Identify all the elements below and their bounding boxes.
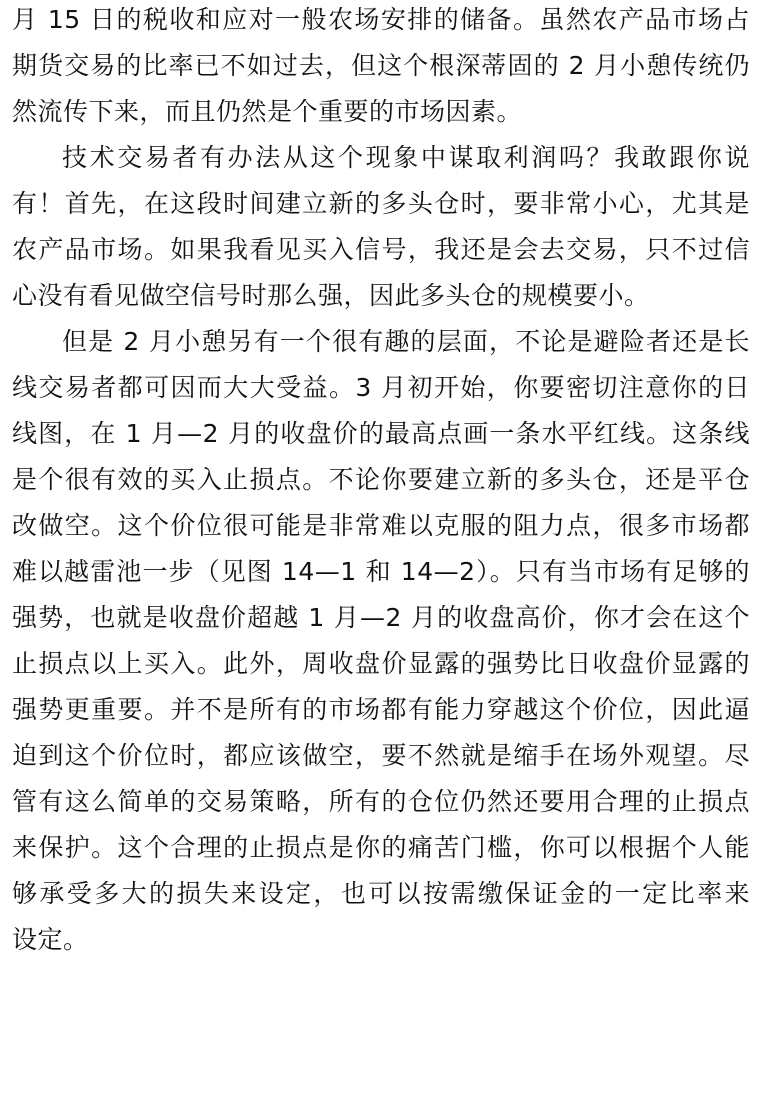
text-line: 够承受多大的损失来设定，也可以按需缴保证金的一定比率来 (12, 879, 750, 908)
text-line: 线图，在 1 月—2 月的收盘价的最高点画一条水平红线。这条线 (12, 419, 750, 448)
text-line: 管有这么简单的交易策略，所有的仓位仍然还要用合理的止损点 (12, 787, 750, 816)
text-line: 技术交易者有办法从这个现象中谋取利润吗？我敢跟你说 (62, 143, 750, 172)
text-line: 强势更重要。并不是所有的市场都有能力穿越这个价位，因此逼 (12, 695, 750, 724)
text-line: 月 15 日的税收和应对一般农场安排的储备。虽然农产品市场占 (12, 5, 750, 34)
text-line: 迫到这个价位时，都应该做空，要不然就是缩手在场外观望。尽 (12, 741, 750, 770)
text-line: 止损点以上买入。此外，周收盘价显露的强势比日收盘价显露的 (12, 649, 750, 678)
text-line: 难以越雷池一步（见图 14—1 和 14—2）。只有当市场有足够的 (12, 557, 750, 586)
text-line: 农产品市场。如果我看见买入信号，我还是会去交易，只不过信 (12, 235, 750, 264)
text-line: 是个很有效的买入止损点。不论你要建立新的多头仓，还是平仓 (12, 465, 750, 494)
text-line: 改做空。这个价位很可能是非常难以克服的阻力点，很多市场都 (12, 511, 750, 540)
text-line: 设定。 (12, 925, 89, 954)
text-line: 然流传下来，而且仍然是个重要的市场因素。 (12, 97, 523, 126)
text-line: 强势，也就是收盘价超越 1 月—2 月的收盘高价，你才会在这个 (12, 603, 750, 632)
text-line: 有！首先，在这段时间建立新的多头仓时，要非常小心，尤其是 (12, 189, 750, 218)
text-line: 心没有看见做空信号时那么强，因此多头仓的规模要小。 (12, 281, 650, 310)
text-line: 来保护。这个合理的止损点是你的痛苦门槛，你可以根据个人能 (12, 833, 750, 862)
text-line: 期货交易的比率已不如过去，但这个根深蒂固的 2 月小憩传统仍 (12, 51, 750, 80)
text-line: 线交易者都可因而大大受益。3 月初开始，你要密切注意你的日 (12, 373, 750, 402)
text-line: 但是 2 月小憩另有一个很有趣的层面，不论是避险者还是长 (62, 327, 750, 356)
